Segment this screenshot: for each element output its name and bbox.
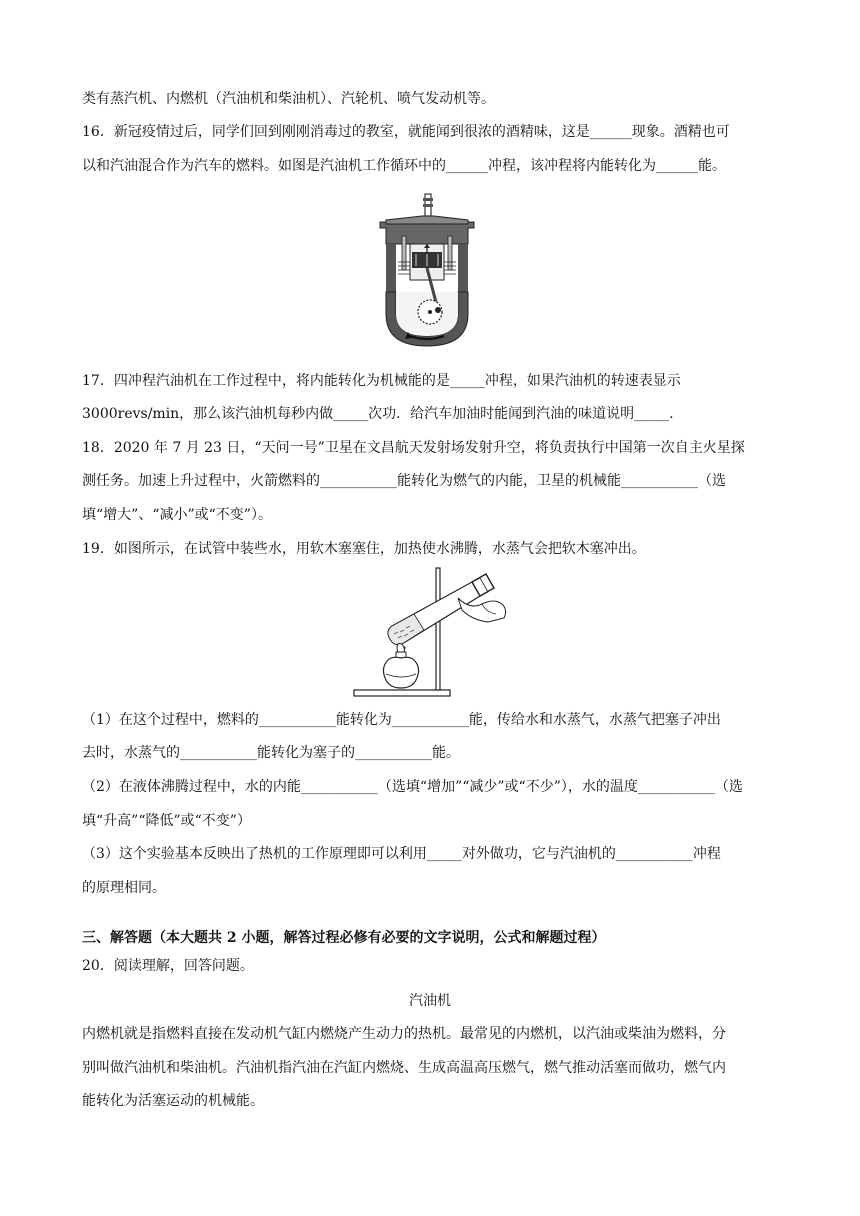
- question-20-stem: 20．阅读理解，回答问题。: [82, 958, 254, 974]
- article-paragraph-line-2: 别叫做汽油机和柴油机。汽油机指汽油在汽缸内燃烧、生成高温高压燃气，燃气推动活塞而做功，燃气内: [82, 1060, 726, 1076]
- question-19-part-1-line-1: （1）在这个过程中，燃料的___________能转化为___________能，传给水和水蒸气，水蒸气把塞子冲出: [82, 712, 721, 728]
- article-title: 汽油机: [409, 993, 451, 1009]
- question-19-part-3-line-2: 的原理相同。: [82, 880, 166, 896]
- question-17-line-1: 17．四冲程汽油机在工作过程中，将内能转化为机械能的是_____冲程，如果汽油机的转速表显示: [82, 373, 681, 389]
- question-19-stem: 19．如图所示，在试管中装些水，用软木塞塞住，加热使水沸腾，水蒸气会把软木塞冲出。: [82, 541, 646, 557]
- test-tube-experiment-diagram: [352, 564, 512, 700]
- question-19-part-1-line-2: 去时，水蒸气的___________能转化为塞子的___________能。: [82, 745, 460, 761]
- question-18-line-2: 测任务。加速上升过程中，火箭燃料的___________能转化为燃气的内能，卫星的机械能___________（选: [82, 473, 726, 489]
- article-paragraph-line-3: 能转化为活塞运动的机械能。: [82, 1093, 264, 1109]
- text-line: 类有蒸汽机、内燃机（汽油机和柴油机）、汽轮机、喷气发动机等。: [82, 91, 495, 107]
- section-3-heading: 三、解答题（本大题共 2 小题，解答过程必修有必要的文字说明，公式和解题过程）: [82, 930, 606, 946]
- question-17-line-2: 3000revs/min，那么该汽油机每秒内做_____次功．给汽车加油时能闻到汽油的味道说明_____.: [82, 406, 674, 422]
- question-18-line-1: 18．2020 年 7 月 23 日，“天问一号”卫星在文昌航天发射场发射升空，将负责执行中国第一次自主火星探: [82, 440, 745, 456]
- question-19-part-2-line-2: 填“升高”“降低”或“不变”）: [82, 813, 251, 829]
- question-16-line-1: 16．新冠疫情过后，同学们回到刚刚消毒过的教室，就能闻到很浓的酒精味，这是______现象。酒精也可: [82, 124, 730, 140]
- question-18-line-3: 填“增大”、“减小”或“不变”）。: [82, 507, 272, 523]
- question-19-part-2-line-1: （2）在液体沸腾过程中，水的内能___________（选填“增加”“减少”或“不少”），水的温度___________（选: [82, 779, 743, 795]
- article-paragraph-line-1: 内燃机就是指燃料直接在发动机气缸内燃烧产生动力的热机。最常见的内燃机，以汽油或柴油为燃料，分: [82, 1026, 726, 1042]
- engine-diagram: [372, 192, 482, 350]
- question-16-line-2: 以和汽油混合作为汽车的燃料。如图是汽油机工作循环中的______冲程，该冲程将内能转化为______能。: [82, 158, 726, 174]
- question-19-part-3-line-1: （3）这个实验基本反映出了热机的工作原理即可以利用_____对外做功，它与汽油机的___________冲程: [82, 846, 721, 862]
